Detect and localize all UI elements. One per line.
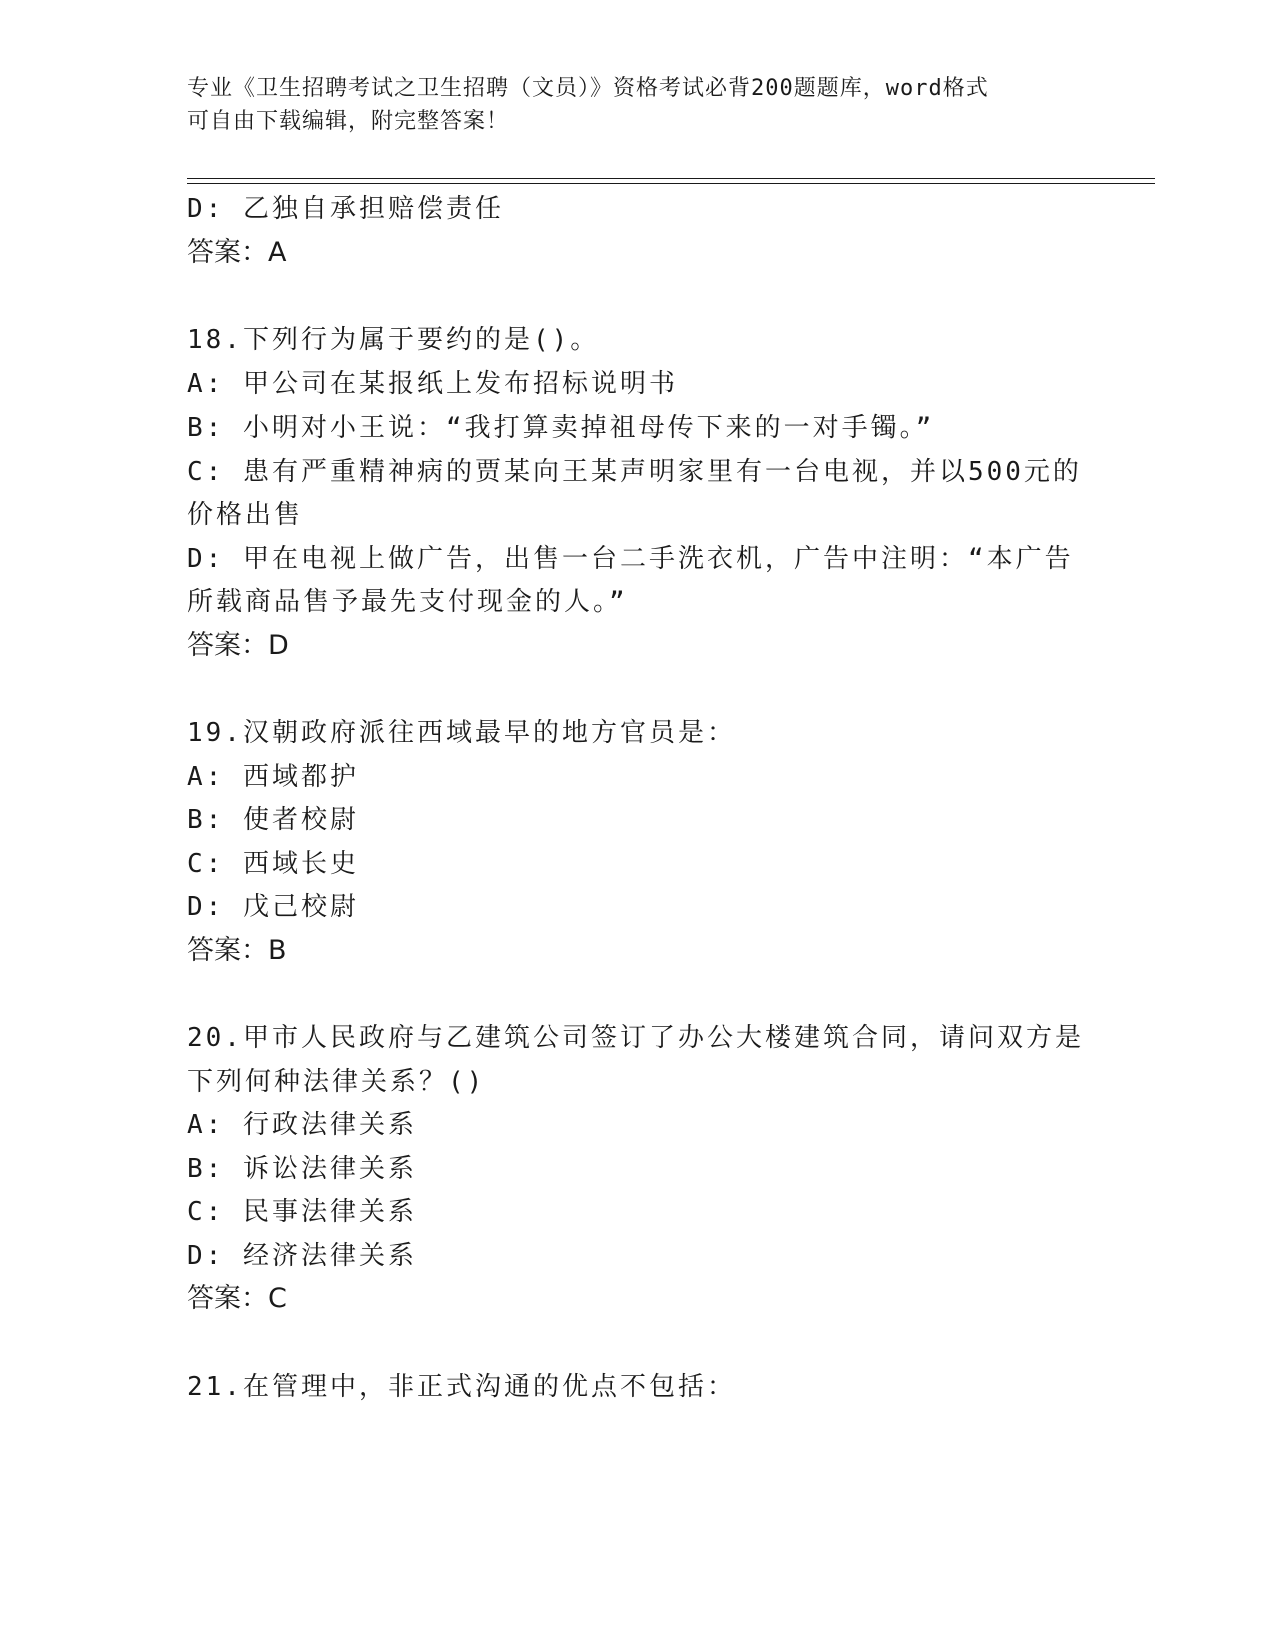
q18-answer: 答案：D	[187, 630, 289, 661]
header-divider-bottom	[187, 183, 1155, 184]
q17-option-d: D: 乙独自承担赔偿责任	[187, 194, 504, 224]
q21-question: 21.在管理中，非正式沟通的优点不包括：	[187, 1372, 736, 1402]
q18-option-b: B: 小明对小王说：“我打算卖掉祖母传下来的一对手镯。”	[187, 413, 935, 443]
q20-option-d: D: 经济法律关系	[187, 1241, 417, 1271]
q20-question-line1: 20.甲市人民政府与乙建筑公司签订了办公大楼建筑合同，请问双方是	[187, 1023, 1084, 1053]
q19-answer: 答案：B	[187, 935, 287, 966]
q19-option-a: A: 西域都护	[187, 762, 359, 792]
q18-question: 18.下列行为属于要约的是()。	[187, 325, 600, 355]
header-line-2: 可自由下载编辑，附完整答案！	[187, 109, 510, 134]
q20-option-a: A: 行政法律关系	[187, 1110, 417, 1140]
q18-option-a: A: 甲公司在某报纸上发布招标说明书	[187, 369, 678, 399]
header-divider-top	[187, 178, 1155, 179]
q19-option-b: B: 使者校尉	[187, 805, 359, 835]
q18-option-d-line1: D: 甲在电视上做广告，出售一台二手洗衣机，广告中注明：“本广告	[187, 544, 1074, 574]
q20-answer: 答案：C	[187, 1283, 287, 1314]
q17-answer: 答案：A	[187, 237, 287, 268]
q18-option-c-line1: C: 患有严重精神病的贾某向王某声明家里有一台电视，并以500元的	[187, 457, 1082, 487]
q18-option-c-line2: 价格出售	[187, 500, 304, 530]
q20-option-c: C: 民事法律关系	[187, 1197, 417, 1227]
q20-option-b: B: 诉讼法律关系	[187, 1154, 417, 1184]
q19-option-c: C: 西域长史	[187, 849, 359, 879]
q20-question-line2: 下列何种法律关系？()	[187, 1067, 486, 1097]
q18-option-d-line2: 所载商品售予最先支付现金的人。”	[187, 587, 628, 617]
q19-question: 19.汉朝政府派往西域最早的地方官员是：	[187, 718, 736, 748]
q19-option-d: D: 戊己校尉	[187, 892, 359, 922]
document-header	[187, 72, 1067, 138]
header-line-1: 专业《卫生招聘考试之卫生招聘（文员）》资格考试必背200题题库，word格式	[187, 76, 989, 101]
